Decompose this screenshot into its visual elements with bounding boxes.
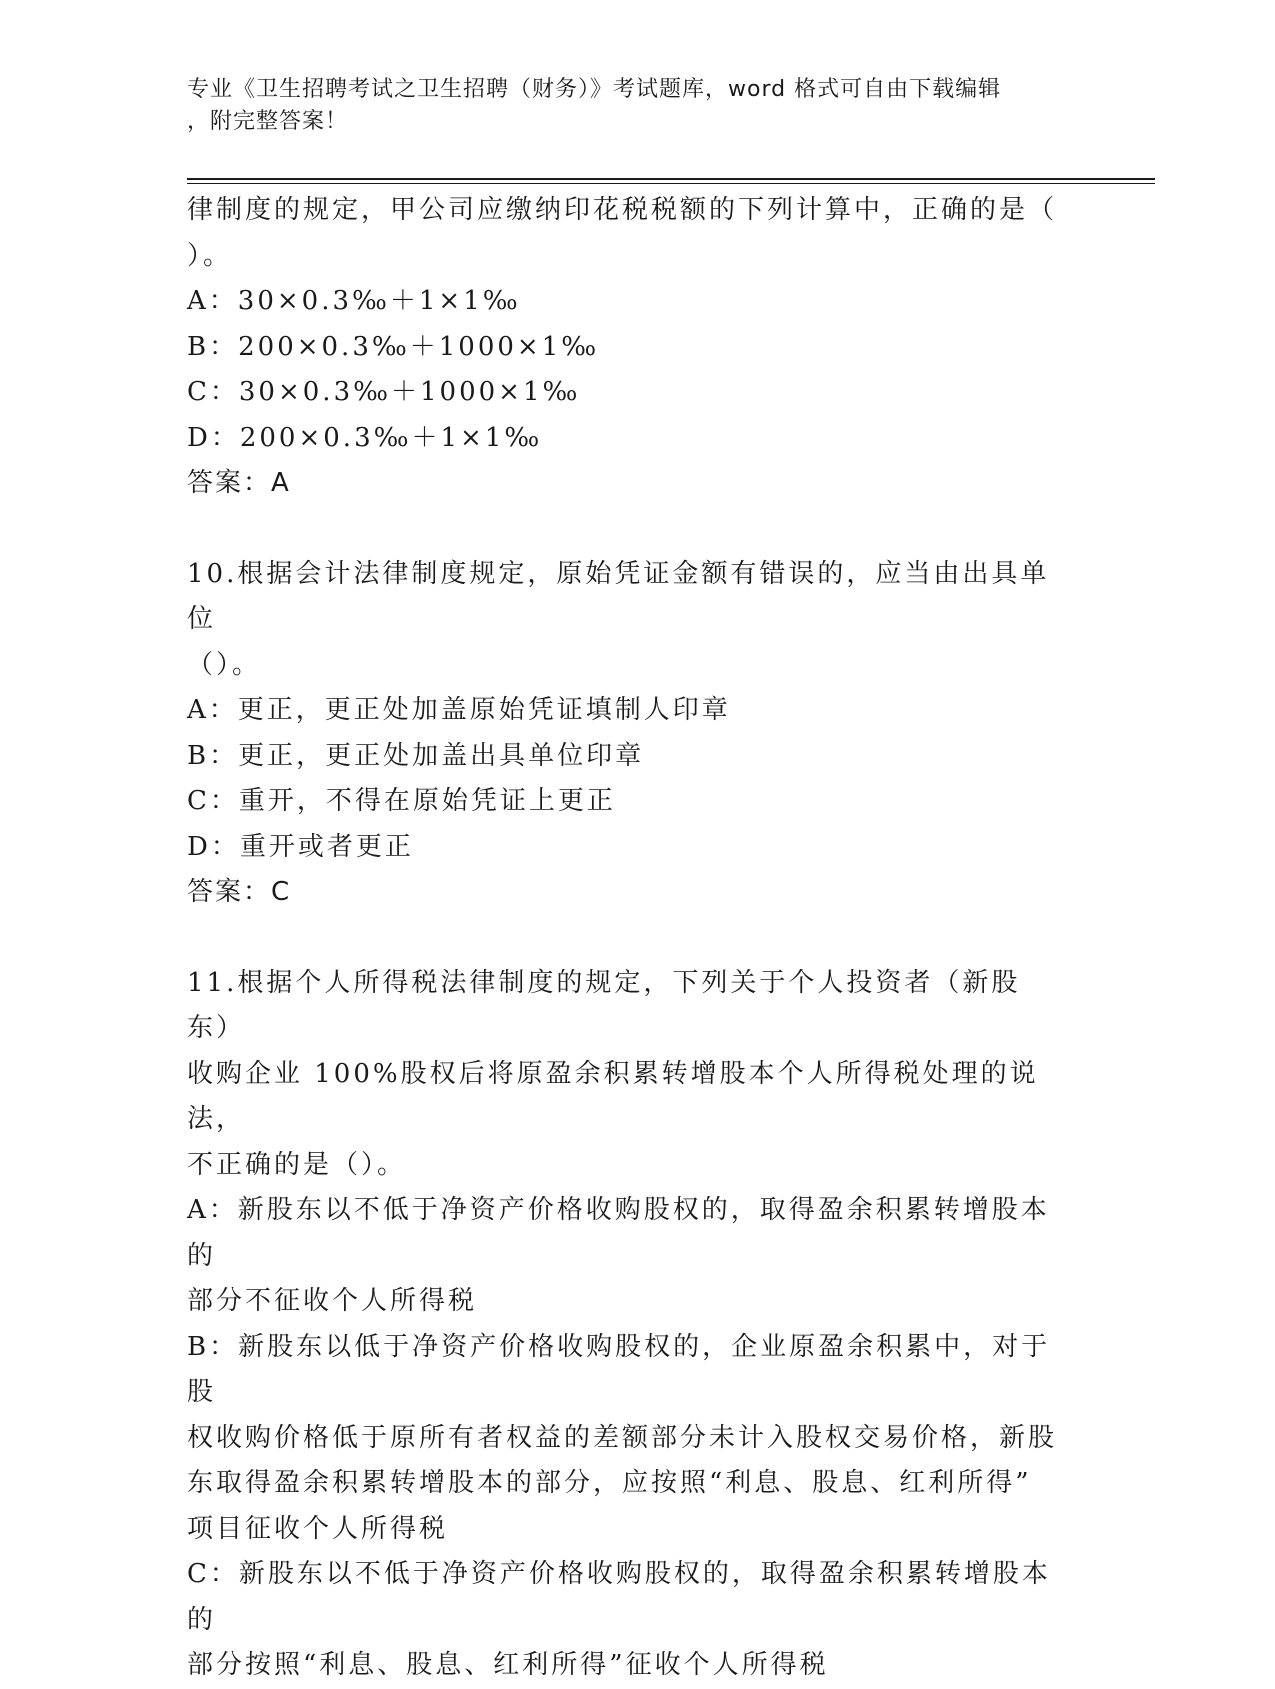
question-10-stem-line-2: （）。 bbox=[187, 649, 262, 680]
page-header bbox=[187, 74, 1067, 138]
question-10-option-b: B：更正，更正处加盖出具单位印章 bbox=[187, 740, 645, 771]
question-11-option-a-line-2: 部分不征收个人所得税 bbox=[187, 1286, 478, 1316]
question-11-option-c-line-1: C：新股东以不低于净资产价格收购股权的，取得盈余积累转增股本的 bbox=[187, 1559, 1051, 1635]
question-10-option-c: C：重开，不得在原始凭证上更正 bbox=[187, 786, 616, 816]
question-9-option-a: A：30×0.3‰＋1×1‰ bbox=[187, 286, 521, 316]
question-11-option-b-line-2: 权收购价格低于原所有者权益的差额部分未计入股权交易价格，新股 bbox=[187, 1422, 1058, 1453]
question-11-stem-line-3: 不正确的是（）。 bbox=[187, 1149, 407, 1180]
question-9-stem-line-1: 律制度的规定，甲公司应缴纳印花税税额的下列计算中，正确的是（ bbox=[187, 195, 1058, 225]
question-10-answer: 答案：C bbox=[187, 877, 292, 907]
question-10-option-a: A：更正，更正处加盖原始凭证填制人印章 bbox=[187, 695, 731, 725]
header-line-2: ，附完整答案！ bbox=[187, 109, 349, 134]
header-divider bbox=[187, 178, 1155, 184]
question-10 bbox=[187, 552, 1057, 916]
question-9-option-d: D：200×0.3‰＋1×1‰ bbox=[187, 422, 543, 453]
question-11-stem-line-2: 收购企业 100%股权后将原盈余积累转增股本个人所得税处理的说法， bbox=[187, 1058, 1039, 1134]
question-9 bbox=[187, 188, 1057, 507]
question-9-stem-line-2: ）。 bbox=[187, 240, 233, 271]
header-line-1: 专业《卫生招聘考试之卫生招聘（财务）》考试题库，word 格式可自由下载编辑 bbox=[187, 77, 1002, 102]
question-11-option-b-line-1: B：新股东以低于净资产价格收购股权的，企业原盈余积累中，对于股 bbox=[187, 1331, 1051, 1407]
spacer bbox=[187, 916, 1057, 961]
spacer bbox=[187, 507, 1057, 552]
question-9-option-b: B：200×0.3‰＋1000×1‰ bbox=[187, 331, 600, 362]
question-11-option-a-line-1: A：新股东以不低于净资产价格收购股权的，取得盈余积累转增股本的 bbox=[187, 1195, 1050, 1271]
question-11-option-b-line-3: 东取得盈余积累转增股本的部分，应按照“利息、股息、红利所得” bbox=[187, 1468, 1032, 1498]
question-11-option-b-line-4: 项目征收个人所得税 bbox=[187, 1513, 449, 1544]
question-11-stem-line-1: 11.根据个人所得税法律制度的规定，下列关于个人投资者（新股东） bbox=[187, 967, 1021, 1043]
question-11-option-c-line-2: 部分按照“利息、股息、红利所得”征收个人所得税 bbox=[187, 1650, 829, 1680]
document-body bbox=[187, 188, 1057, 1689]
question-10-stem-line-1: 10.根据会计法律制度规定，原始凭证金额有错误的，应当由出具单位 bbox=[187, 558, 1050, 634]
question-9-option-c: C：30×0.3‰＋1000×1‰ bbox=[187, 377, 581, 407]
question-9-answer: 答案：A bbox=[187, 468, 291, 498]
question-10-option-d: D：重开或者更正 bbox=[187, 831, 414, 862]
question-11 bbox=[187, 961, 1057, 1689]
